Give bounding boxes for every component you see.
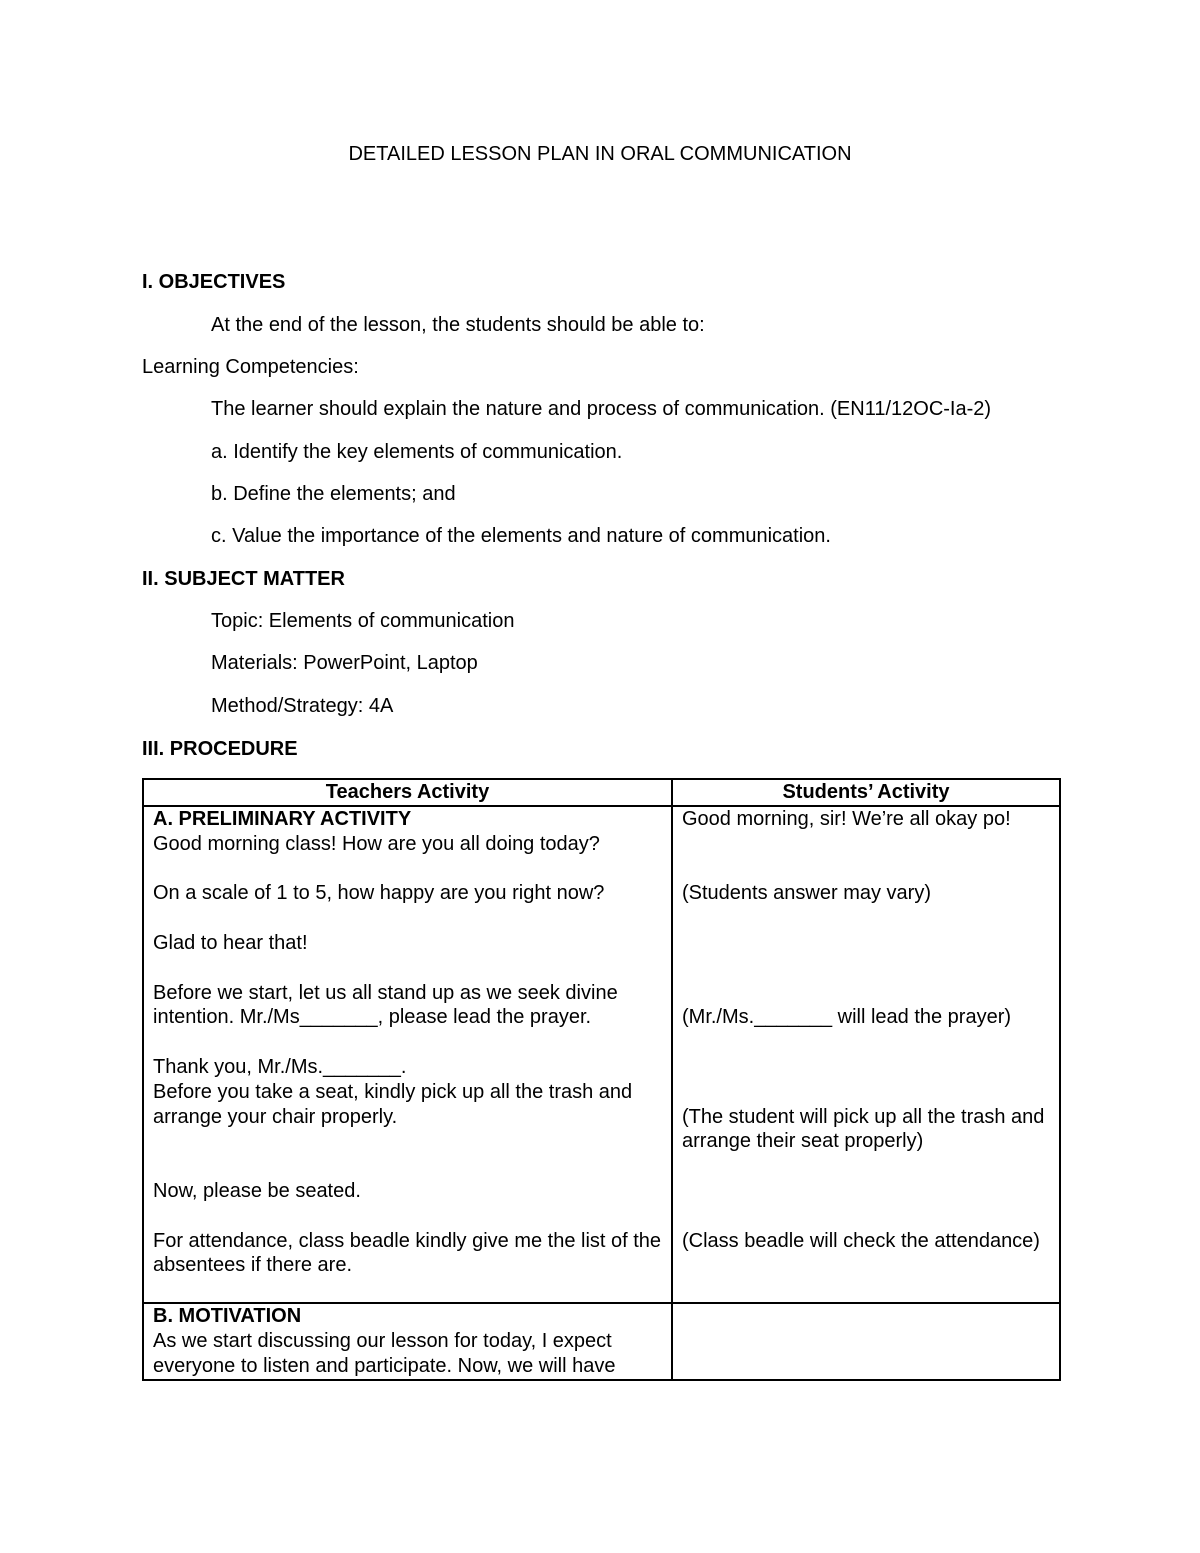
motivation-text: As we start discussing our lesson for today, I expect everyone to listen and participate. Now, we will have: [153, 1329, 616, 1377]
student-line-1: Good morning, sir! We’re all okay po!: [682, 808, 1011, 830]
teacher-line-1: Good morning class! How are you all doing today?: [153, 832, 600, 855]
teacher-line-7: Now, please be seated.: [153, 1179, 361, 1202]
competency-text: The learner should explain the nature and process of communication. (EN11/12OC-Ia-2): [211, 398, 992, 420]
subject-method: Method/Strategy: 4A: [211, 695, 394, 717]
student-column-header: Students’ Activity: [672, 779, 1060, 806]
teacher-cell-motivation: [143, 1303, 672, 1379]
student-line-5: (Class beadle will check the attendance): [682, 1229, 1040, 1252]
teacher-line-2: On a scale of 1 to 5, how happy are you right now?: [153, 882, 605, 905]
student-line-3: (Mr./Ms._______ will lead the prayer): [682, 1006, 1012, 1029]
procedure-heading: III. PROCEDURE: [142, 738, 298, 760]
subject-topic: Topic: Elements of communication: [211, 610, 515, 632]
teacher-line-6: Before you take a seat, kindly pick up all the trash and arrange your chair properly.: [153, 1080, 633, 1128]
objectives-heading: I. OBJECTIVES: [142, 271, 286, 293]
subject-materials: Materials: PowerPoint, Laptop: [211, 652, 478, 674]
teacher-line-8: For attendance, class beadle kindly give me the list of the absentees if there are.: [153, 1229, 662, 1277]
teacher-line-4: Before we start, let us all stand up as we seek divine intention. Mr./Ms_______, please lead the prayer.: [153, 981, 618, 1029]
table-row-motivation: [143, 1303, 1060, 1379]
motivation-heading: B. MOTIVATION: [153, 1305, 302, 1328]
objective-item-a: a. Identify the key elements of communication.: [211, 441, 623, 463]
objectives-intro: At the end of the lesson, the students should be able to:: [211, 314, 705, 336]
student-line-2: (Students answer may vary): [682, 882, 931, 905]
procedure-table: [142, 778, 1061, 1381]
document-title: DETAILED LESSON PLAN IN ORAL COMMUNICATION: [348, 143, 852, 165]
objective-item-b: b. Define the elements; and: [211, 483, 456, 505]
competencies-label: Learning Competencies:: [142, 356, 359, 378]
preliminary-heading: A. PRELIMINARY ACTIVITY: [153, 808, 412, 830]
teacher-line-3: Glad to hear that!: [153, 931, 308, 954]
table-row-preliminary: [143, 806, 1060, 1303]
student-cell-motivation: [672, 1303, 1060, 1379]
student-cell-preliminary: [672, 806, 1060, 1303]
table-header-row: [143, 779, 1060, 806]
teacher-column-header: Teachers Activity: [143, 779, 672, 806]
student-line-4: (The student will pick up all the trash and arrange their seat properly): [682, 1105, 1045, 1153]
teacher-cell-preliminary: [143, 806, 672, 1303]
subject-matter-heading: II. SUBJECT MATTER: [142, 568, 345, 590]
objective-item-c: c. Value the importance of the elements and nature of communication.: [211, 525, 831, 547]
teacher-line-5: Thank you, Mr./Ms._______.: [153, 1055, 407, 1078]
